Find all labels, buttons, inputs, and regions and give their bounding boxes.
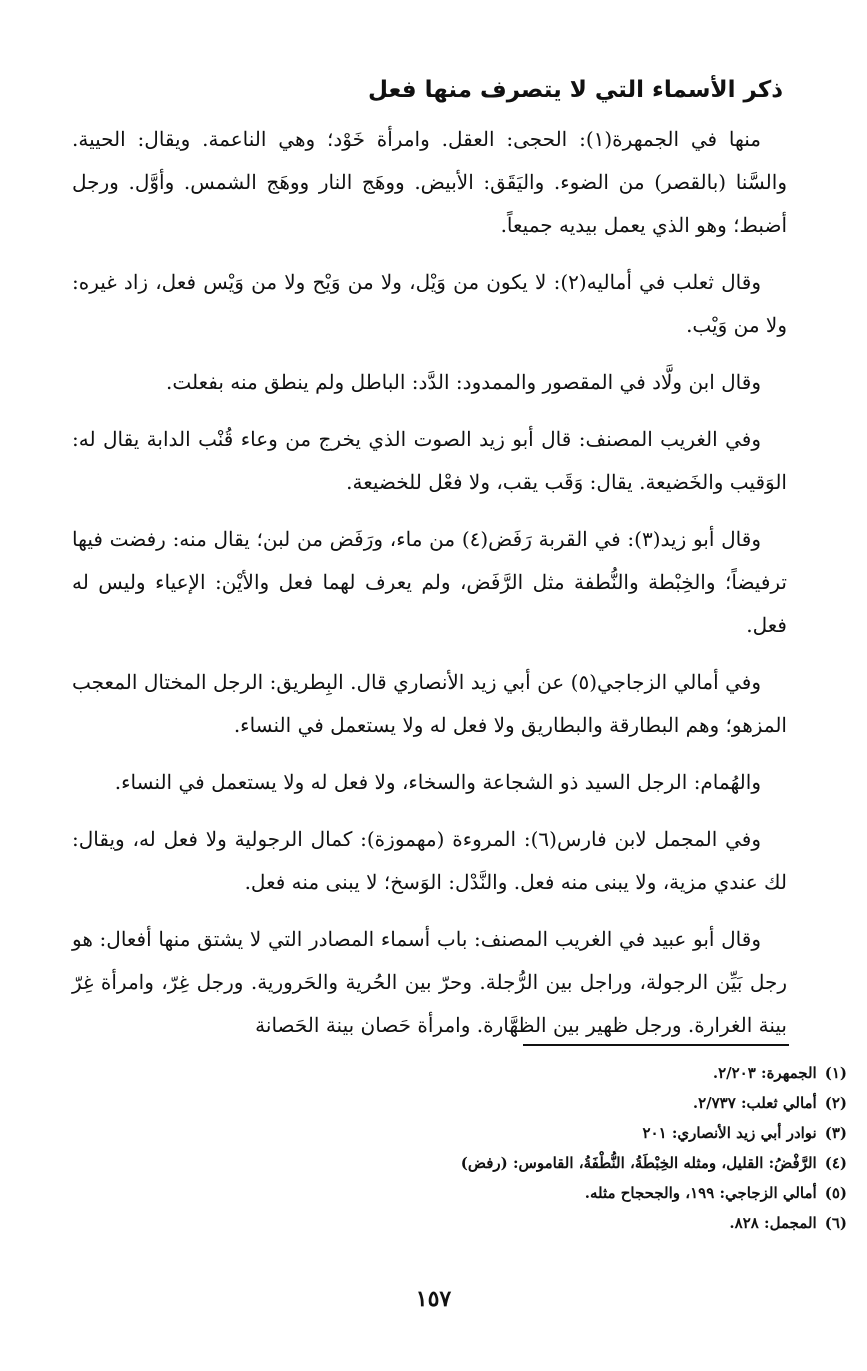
paragraph-thalab: وقال ثعلب في أماليه(٢): لا يكون من وَيْل، ولا من وَيْح ولا من وَيْس فعل، زاد غيره: ولا من وَيْب. (72, 270, 787, 337)
footnote-text: الرَّفْضُ: القليل، ومثله الخِبْطَةُ، النُّطْفَةُ، القاموس: (رفض) (460, 1154, 817, 1172)
footnote-text: الجمهرة: ٢/٢٠٣. (712, 1064, 817, 1082)
footnote-item (77, 1208, 847, 1238)
paragraph-abu-ubayd: وقال أبو عبيد في الغريب المصنف: باب أسماء المصادر التي لا يشتق منها أفعال: هو رجل بَيِّن الرجولة، وراجل بين الرُّجلة. وحرّ بين الحُرية والحَرورية. ورجل غِرّ، وامرأة غِرّ بينة الغرارة. ورجل ظهير بين الظهَّارة. وامرأة حَصان بينة الحَصانة (72, 927, 787, 1037)
footnote-text: المجمل: ٨٢٨. (729, 1214, 817, 1232)
footnote-item (77, 1058, 847, 1088)
paragraph-humam: والهُمام: الرجل السيد ذو الشجاعة والسخاء، ولا فعل له ولا يستعمل في النساء. (114, 770, 761, 794)
page-number: ١٥٧ (415, 1286, 452, 1312)
footnote-number: (٦) (824, 1214, 847, 1232)
footnotes-list (77, 1058, 847, 1238)
paragraph-zajjaji: وفي أمالي الزجاجي(٥) عن أبي زيد الأنصاري قال. البِطريق: الرجل المختال المعجب المزهو؛ وهم البطارقة والبطاريق ولا فعل له ولا يستعمل في النساء. (72, 670, 787, 737)
footnote-text: أمالي ثعلب: ٢/٧٣٧. (692, 1094, 817, 1112)
footnote-item (77, 1088, 847, 1118)
footnote-number: (١) (824, 1064, 847, 1082)
paragraph-mujmal: وفي المجمل لابن فارس(٦): المروءة (مهموزة): كمال الرجولية ولا فعل له، ويقال: لك عندي مزية، ولا يبنى منه فعل. والنَّدْل: الوَسخ؛ لا يبنى منه فعل. (72, 827, 787, 894)
footnote-number: (٤) (824, 1154, 847, 1172)
paragraph-ibn-wallad: وقال ابن ولَّاد في المقصور والممدود: الدَّد: الباطل ولم ينطق منه بفعلت. (165, 370, 761, 394)
footnote-item (77, 1148, 847, 1178)
paragraph-gharib-musannaf: وفي الغريب المصنف: قال أبو زيد الصوت الذي يخرج من وعاء قُنْب الدابة يقال له: الوَقيب والخَضيعة. يقال: وَقَب يقب، ولا فعْل للخضيعة. (72, 427, 787, 494)
footnote-divider (523, 1044, 789, 1046)
paragraph-jamhara: منها في الجمهرة(١): الحجى: العقل. وامرأة خَوْد؛ وهي الناعمة. ويقال: الحيية. والسَّنا (بالقصر) من الضوء. واليَقَق: الأبيض. ووهَج النار ووهَج الشمس. وأوَّل. ورجل أضبط؛ وهو الذي يعمل بيديه جميعاً. (72, 127, 787, 237)
footnote-number: (٢) (824, 1094, 847, 1112)
footnote-text: نوادر أبي زيد الأنصاري: ٢٠١ (642, 1124, 817, 1142)
paragraph-abu-zayd: وقال أبو زيد(٣): في القربة رَفَض(٤) من ماء، ورَفَض من لبن؛ يقال منه: رفضت فيها ترفيضاً؛ والخِبْطة والنُّطفة مثل الرَّفَض، ولم يعرف لهما فعل والأيْن: الإعياء وليس له فعل. (72, 527, 787, 637)
footnote-number: (٣) (824, 1124, 847, 1142)
section-heading: ذكر الأسماء التي لا يتصرف منها فعل (367, 77, 783, 103)
footnote-number: (٥) (824, 1184, 847, 1202)
footnote-item (77, 1178, 847, 1208)
footnote-item (77, 1118, 847, 1148)
footnote-text: أمالي الزجاجي: ١٩٩، والجحجاح مثله. (584, 1184, 817, 1202)
main-text (72, 118, 787, 1061)
